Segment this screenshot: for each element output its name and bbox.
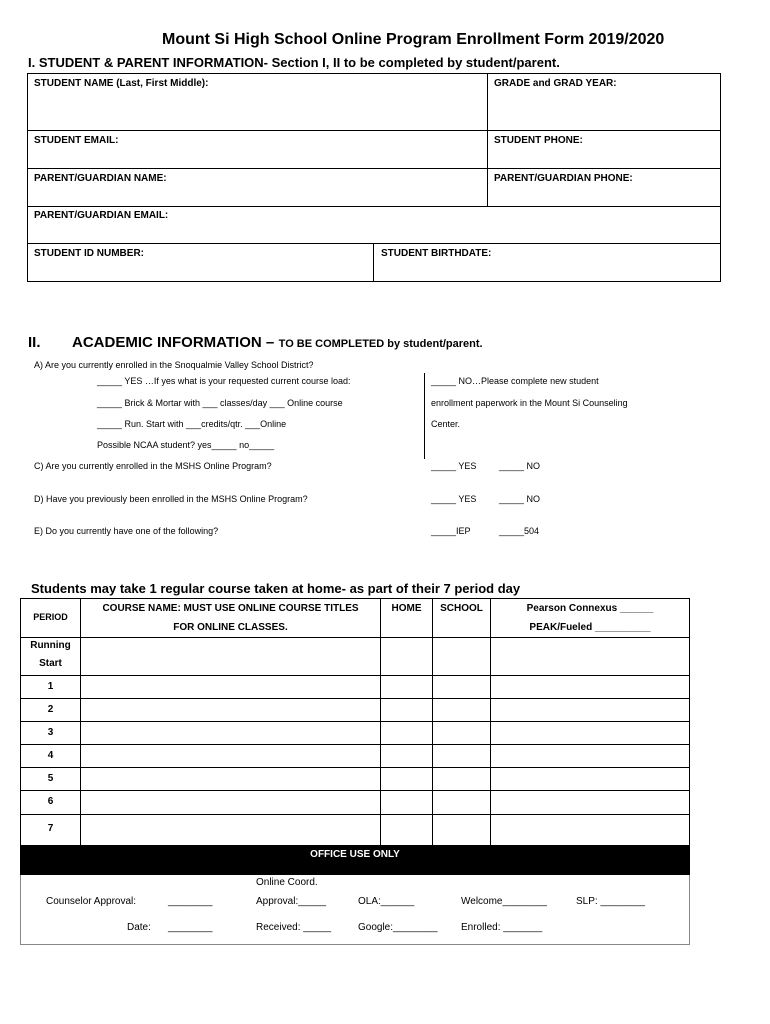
period-number: 7 — [47, 823, 54, 834]
question-e-504[interactable]: _____504 — [499, 526, 540, 536]
courses-heading: Students may take 1 regular course taken at home- as part of their 7 period day — [31, 581, 521, 596]
table-row-period — [20, 721, 81, 745]
parent-name-field[interactable] — [27, 168, 488, 207]
home-input[interactable] — [380, 744, 433, 768]
parent-email-label: PARENT/GUARDIAN EMAIL: — [34, 210, 169, 221]
course-name-header-line-2: FOR ONLINE CLASSES. — [173, 622, 288, 633]
course-name-input[interactable] — [80, 721, 381, 745]
table-row-period — [20, 814, 81, 846]
question-a-brick[interactable]: _____ Brick & Mortar with ___ classes/day ___ Online course — [97, 398, 343, 408]
welcome-field[interactable]: Welcome________ — [461, 896, 547, 907]
home-input[interactable] — [380, 767, 433, 791]
school-input[interactable] — [432, 721, 491, 745]
student-email-field[interactable] — [27, 130, 488, 169]
period-number: 2 — [47, 704, 54, 715]
pearson-input[interactable] — [490, 790, 690, 815]
period-number: 3 — [47, 727, 54, 738]
course-name-input[interactable] — [80, 744, 381, 768]
received-field[interactable]: Received: _____ — [256, 922, 332, 933]
start-label: Start — [39, 658, 62, 669]
student-id-field[interactable] — [27, 243, 374, 282]
question-e: E) Do you currently have one of the following? — [34, 526, 219, 536]
question-a-running-start[interactable]: _____ Run. Start with ___credits/qtr. ___Online — [97, 419, 287, 429]
question-c-yes[interactable]: _____ YES — [431, 461, 477, 471]
question-a: A) Are you currently enrolled in the Snoqualmie Valley School District? — [34, 360, 314, 370]
question-e-iep[interactable]: _____IEP — [431, 526, 471, 536]
student-id-label: STUDENT ID NUMBER: — [34, 248, 144, 259]
parent-email-field[interactable] — [27, 206, 721, 244]
section-1-heading: I. STUDENT & PARENT INFORMATION- Section I, II to be completed by student/parent. — [28, 55, 560, 70]
question-a-no-line-3: Center. — [431, 419, 461, 429]
pearson-input[interactable] — [490, 814, 690, 846]
pearson-input[interactable] — [490, 721, 690, 745]
question-a-no-line-2: enrollment paperwork in the Mount Si Counseling — [431, 398, 628, 408]
school-input[interactable] — [432, 637, 491, 676]
slp-field[interactable]: SLP: ________ — [576, 896, 645, 907]
grade-year-label: GRADE and GRAD YEAR: — [494, 78, 617, 89]
home-input[interactable] — [380, 698, 433, 722]
parent-name-label: PARENT/GUARDIAN NAME: — [34, 173, 167, 184]
pearson-input[interactable] — [490, 675, 690, 699]
period-number: 5 — [47, 773, 54, 784]
period-header — [20, 598, 81, 638]
pearson-header-line-2[interactable]: PEAK/Fueled __________ — [529, 622, 651, 633]
question-d-yes[interactable]: _____ YES — [431, 494, 477, 504]
home-input[interactable] — [380, 721, 433, 745]
online-coord-label: Online Coord. — [256, 877, 318, 888]
office-use-box — [20, 875, 690, 945]
school-input[interactable] — [432, 790, 491, 815]
course-name-input[interactable] — [80, 698, 381, 722]
school-input[interactable] — [432, 675, 491, 699]
counselor-approval-label: Counselor Approval: — [46, 896, 137, 907]
school-header-label: SCHOOL — [440, 603, 483, 614]
period-number: 1 — [47, 681, 54, 692]
question-a-ncaa[interactable]: Possible NCAA student? yes_____ no_____ — [97, 440, 275, 450]
student-phone-label: STUDENT PHONE: — [494, 135, 583, 146]
student-email-label: STUDENT EMAIL: — [34, 135, 119, 146]
running-label: Running — [30, 640, 71, 651]
home-header-label: HOME — [391, 603, 422, 614]
period-running-start — [20, 637, 81, 676]
birthdate-field[interactable] — [373, 243, 721, 282]
pearson-header-line-1[interactable]: Pearson Connexus ______ — [526, 603, 654, 614]
pearson-input[interactable] — [490, 637, 690, 676]
student-name-label: STUDENT NAME (Last, First Middle): — [34, 78, 209, 89]
school-input[interactable] — [432, 698, 491, 722]
home-input[interactable] — [380, 637, 433, 676]
question-c-no[interactable]: _____ NO — [499, 461, 541, 471]
course-name-header-line-1: COURSE NAME: MUST USE ONLINE COURSE TITLES — [102, 603, 359, 614]
office-use-header: OFFICE USE ONLY — [20, 845, 690, 875]
approval-field[interactable]: Approval:_____ — [256, 896, 327, 907]
student-name-field[interactable] — [27, 73, 488, 131]
period-number: 4 — [47, 750, 54, 761]
pearson-input[interactable] — [490, 698, 690, 722]
school-input[interactable] — [432, 814, 491, 846]
section-2-number: II. — [28, 334, 41, 351]
date-label: Date: — [127, 922, 151, 933]
question-a-no[interactable]: _____ NO…Please complete new student — [431, 376, 599, 386]
table-row-period — [20, 790, 81, 815]
course-name-input[interactable] — [80, 790, 381, 815]
section-2-title: ACADEMIC INFORMATION – — [72, 334, 275, 351]
home-header — [380, 598, 433, 638]
course-name-header — [80, 598, 381, 638]
period-header-label: PERIOD — [33, 612, 68, 622]
table-row-period — [20, 675, 81, 699]
parent-phone-field[interactable] — [487, 168, 721, 207]
question-d: D) Have you previously been enrolled in the MSHS Online Program? — [34, 494, 308, 504]
divider — [424, 373, 425, 459]
section-2-subtitle: TO BE COMPLETED by student/parent. — [278, 338, 483, 350]
grade-year-field[interactable] — [487, 73, 721, 131]
pearson-input[interactable] — [490, 744, 690, 768]
table-row-period — [20, 767, 81, 791]
pearson-input[interactable] — [490, 767, 690, 791]
section-2-heading — [72, 334, 483, 352]
home-input[interactable] — [380, 675, 433, 699]
birthdate-label: STUDENT BIRTHDATE: — [381, 248, 492, 259]
course-name-input[interactable] — [80, 767, 381, 791]
table-row-period — [20, 744, 81, 768]
google-field[interactable]: Google:________ — [358, 922, 438, 933]
school-header — [432, 598, 491, 638]
question-a-yes[interactable]: _____ YES …If yes what is your requested current course load: — [97, 376, 351, 386]
counselor-approval-line[interactable]: ________ — [168, 896, 213, 907]
page-title: Mount Si High School Online Program Enrollment Form 2019/2020 — [162, 31, 665, 48]
question-d-no[interactable]: _____ NO — [499, 494, 541, 504]
period-number: 6 — [47, 796, 54, 807]
question-c: C) Are you currently enrolled in the MSHS Online Program? — [34, 461, 272, 471]
home-input[interactable] — [380, 790, 433, 815]
parent-phone-label: PARENT/GUARDIAN PHONE: — [494, 173, 633, 184]
school-input[interactable] — [432, 744, 491, 768]
date-line[interactable]: ________ — [168, 922, 213, 933]
school-input[interactable] — [432, 767, 491, 791]
enrolled-field[interactable]: Enrolled: _______ — [461, 922, 543, 933]
table-row-period — [20, 698, 81, 722]
ola-field[interactable]: OLA:______ — [358, 896, 415, 907]
pearson-header — [490, 598, 690, 638]
student-phone-field[interactable] — [487, 130, 721, 169]
course-name-input[interactable] — [80, 675, 381, 699]
course-name-input[interactable] — [80, 814, 381, 846]
home-input[interactable] — [380, 814, 433, 846]
course-name-input[interactable] — [80, 637, 381, 676]
